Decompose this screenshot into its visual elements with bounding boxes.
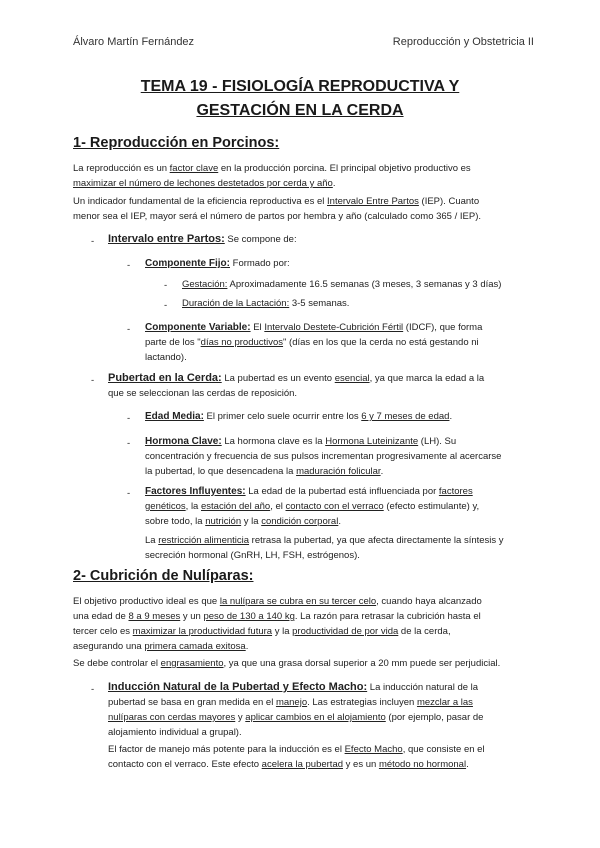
header-author: Álvaro Martín Fernández [73, 36, 195, 48]
pubertad-item: Pubertad en la Cerda: La pubertad es un evento esencial, ya que marca la edad a la que se seleccionan las cerdas de reposición. [108, 372, 485, 399]
factores-item: Factores Influyentes: La edad de la pubertad está influenciada por factores genéticos, la estación del año, el contacto con el verraco (efecto estimulante) y, sobre todo, la nutrición y la condición corporal. [145, 486, 480, 527]
iep-item: Intervalo entre Partos: Se compone de: [108, 233, 297, 245]
s2-paragraph-2: Se debe controlar el engrasamiento, ya que una grasa dorsal superior a 20 mm puede ser perjudicial. [73, 658, 501, 669]
efecto-macho-paragraph: El factor de manejo más potente para la inducción es el Efecto Macho, que consiste en el contacto con el verraco. Este efecto acelera la pubertad y es un método no hormonal. [108, 744, 485, 770]
s2-paragraph-1: El objetivo productivo ideal es que la nulípara se cubra en su tercer celo, cuando haya alcanzado una edad de 8 a 9 meses y un peso de 130 a 140 kg. La razón para retrasar la cubrición hasta el tercer celo es maximizar la productividad futura y la productividad de por vida de la cerda, asegurando una primera camada exitosa. [73, 596, 482, 652]
bullet-dash: - [127, 488, 131, 499]
s1-paragraph-1: La reproducción es un factor clave en la producción porcina. El principal objetivo productivo es maximizar el número de lechones destetados por cerda y año. [73, 163, 471, 189]
bullet-dash: - [127, 324, 131, 335]
hormona-item: Hormona Clave: La hormona clave es la Hormona Luteinizante (LH). Su concentración y frecuencia de sus pulsos incrementan progresivamente al acercarse la pubertad, lo que desencadena la maduración folicular. [145, 436, 502, 477]
s1-paragraph-2: Un indicador fundamental de la eficiencia reproductiva es el Intervalo Entre Partos (IEP). Cuanto menor sea el IEP, mayor será el número de partos por hembra y año (calculado como 365 / IEP). [73, 196, 482, 222]
bullet-dash: - [91, 684, 95, 695]
bullet-dash: - [127, 438, 131, 449]
edad-item: Edad Media: El primer celo suele ocurrir entre los 6 y 7 meses de edad. [145, 411, 453, 422]
header-subject: Reproducción y Obstetricia II [392, 36, 534, 48]
gestacion-item: Gestación: Aproximadamente 16.5 semanas (3 meses, 3 semanas y 3 días) [182, 279, 502, 290]
bullet-dash: - [164, 280, 168, 291]
fijo-item: Componente Fijo: Formado por: [145, 258, 290, 269]
bullet-dash: - [91, 375, 95, 386]
bullet-dash: - [164, 300, 168, 311]
bullet-dash: - [91, 236, 95, 247]
restriccion-paragraph: La restricción alimenticia retrasa la pubertad, ya que afecta directamente la síntesis y secreción hormonal (GnRH, LH, FSH, estrógenos). [145, 535, 504, 561]
bullet-dash: - [127, 260, 131, 271]
section-1-heading: 1- Reproducción en Porcinos: [73, 135, 280, 151]
section-2-heading: 2- Cubrición de Nulíparas: [73, 568, 254, 584]
page-title: TEMA 19 - FISIOLOGÍA REPRODUCTIVA Y GESTACIÓN EN LA CERDA [140, 78, 460, 119]
variable-item: Componente Variable: El Intervalo Destete-Cubrición Fértil (IDCF), que forma parte de los "días no productivos" (días en los que la cerda no está gestando ni lactando). [145, 322, 483, 363]
lactacion-item: Duración de la Lactación: 3-5 semanas. [182, 298, 350, 309]
induccion-item: Inducción Natural de la Pubertad y Efecto Macho: La inducción natural de la pubertad se basa en gran medida en el manejo. Las estrategias incluyen mezclar a las nulíparas con cerdas mayores y aplicar cambios en el alojamiento (por ejemplo, pasar de alojamiento individual a grupal). [108, 681, 484, 738]
bullet-dash: - [127, 413, 131, 424]
